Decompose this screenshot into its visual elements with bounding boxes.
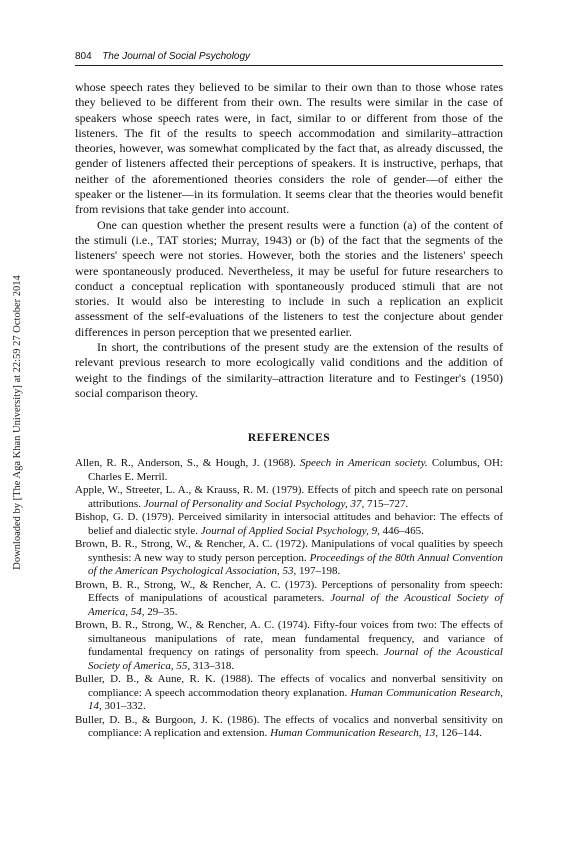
page-number: 804	[75, 51, 92, 62]
reference-item: Apple, W., Streeter, L. A., & Krauss, R. M. (1979). Effects of pitch and speech rate on personal attributions. Journal of Personality and Social Psychology, 37, 715–727.	[75, 484, 503, 510]
reference-item: Buller, D. B., & Aune, R. K. (1988). The effects of vocalics and nonverbal sensitivity on compliance: A speech accommodation theory explanation. Human Communication Research, 14, 301–332.	[75, 673, 503, 712]
paragraph: whose speech rates they believed to be similar to their own than to those whose rates they believed to be different from their own. The results were similar in the case of speakers whose speech rates were, in fact, similar to or different from those of the listeners. The fit of the results to speech accommodation and similarity–attraction theories, however, was somewhat complicated by the fact that, as already discussed, the gender of listeners affected their perceptions of speakers. It is instructive, perhaps, that neither of the aforementioned theories considers the role of gender—of either the speaker or the listener—in its formulation. It seems clear that the theories would benefit from revisions that take gender into account.	[75, 80, 503, 217]
reference-item: Brown, B. R., Strong, W., & Rencher, A. C. (1973). Perceptions of personality from speech: Effects of manipulations of acoustical parameters. Journal of the Acoustical Society of America, 54, 29–35.	[75, 578, 503, 618]
reference-item: Brown, B. R., Strong, W., & Rencher, A. C. (1972). Manipulations of vocal qualities by speech synthesis: A new way to study person perception. Proceedings of the 80th Annual Convention of the American Psychological Association, 53, 197–198.	[75, 538, 503, 577]
reference-item: Brown, B. R., Strong, W., & Rencher, A. C. (1974). Fifty-four voices from two: The effects of simultaneous manipulations of rate, mean fundamental frequency, and variance of fundamental frequency on ratings of personality from speech. Journal of the Acoustical Society of America, 55, 313–318.	[75, 619, 503, 672]
body-text	[75, 80, 503, 401]
running-header	[75, 51, 503, 66]
references-list	[75, 457, 503, 741]
paragraph: One can question whether the present results were a function (a) of the content of the stimuli (i.e., TAT stories; Murray, 1943) or (b) of the fact that the segments of the listeners' speech were not stories. However, both the stories and the listeners' speech were spontaneously produced. Nevertheless, it may be useful for future researchers to conduct a conceptual replication with spontaneously produced stimuli that are not stories. It would also be interesting to include in such a replication an explicit assessment of the self-evaluations of the listeners to test the conjecture about gender differences in person perception that we presented earlier.	[75, 217, 503, 339]
journal-title: The Journal of Social Psychology	[102, 51, 251, 62]
reference-item: Bishop, G. D. (1979). Perceived similarity in intersocial attitudes and behavior: The effects of belief and dialectic style. Journal of Applied Social Psychology, 9, 446–465.	[75, 511, 503, 537]
paragraph: In short, the contributions of the present study are the extension of the results of relevant previous research to more ecologically valid conditions and the addition of weight to the findings of the similarity–attraction literature and to Festinger's (1950) social comparison theory.	[75, 340, 503, 400]
reference-item: Allen, R. R., Anderson, S., & Hough, J. (1968). Speech in American society. Columbus, OH: Charles E. Merril.	[75, 457, 503, 483]
reference-item: Buller, D. B., & Burgoon, J. K. (1986). The effects of vocalics and nonverbal sensitivity on compliance: A replication and extension. Human Communication Research, 13, 126–144.	[75, 713, 503, 739]
download-watermark: Downloaded by [The Aga Khan University] at 22:59 27 October 2014	[12, 275, 23, 570]
references-heading: REFERENCES	[247, 432, 331, 444]
